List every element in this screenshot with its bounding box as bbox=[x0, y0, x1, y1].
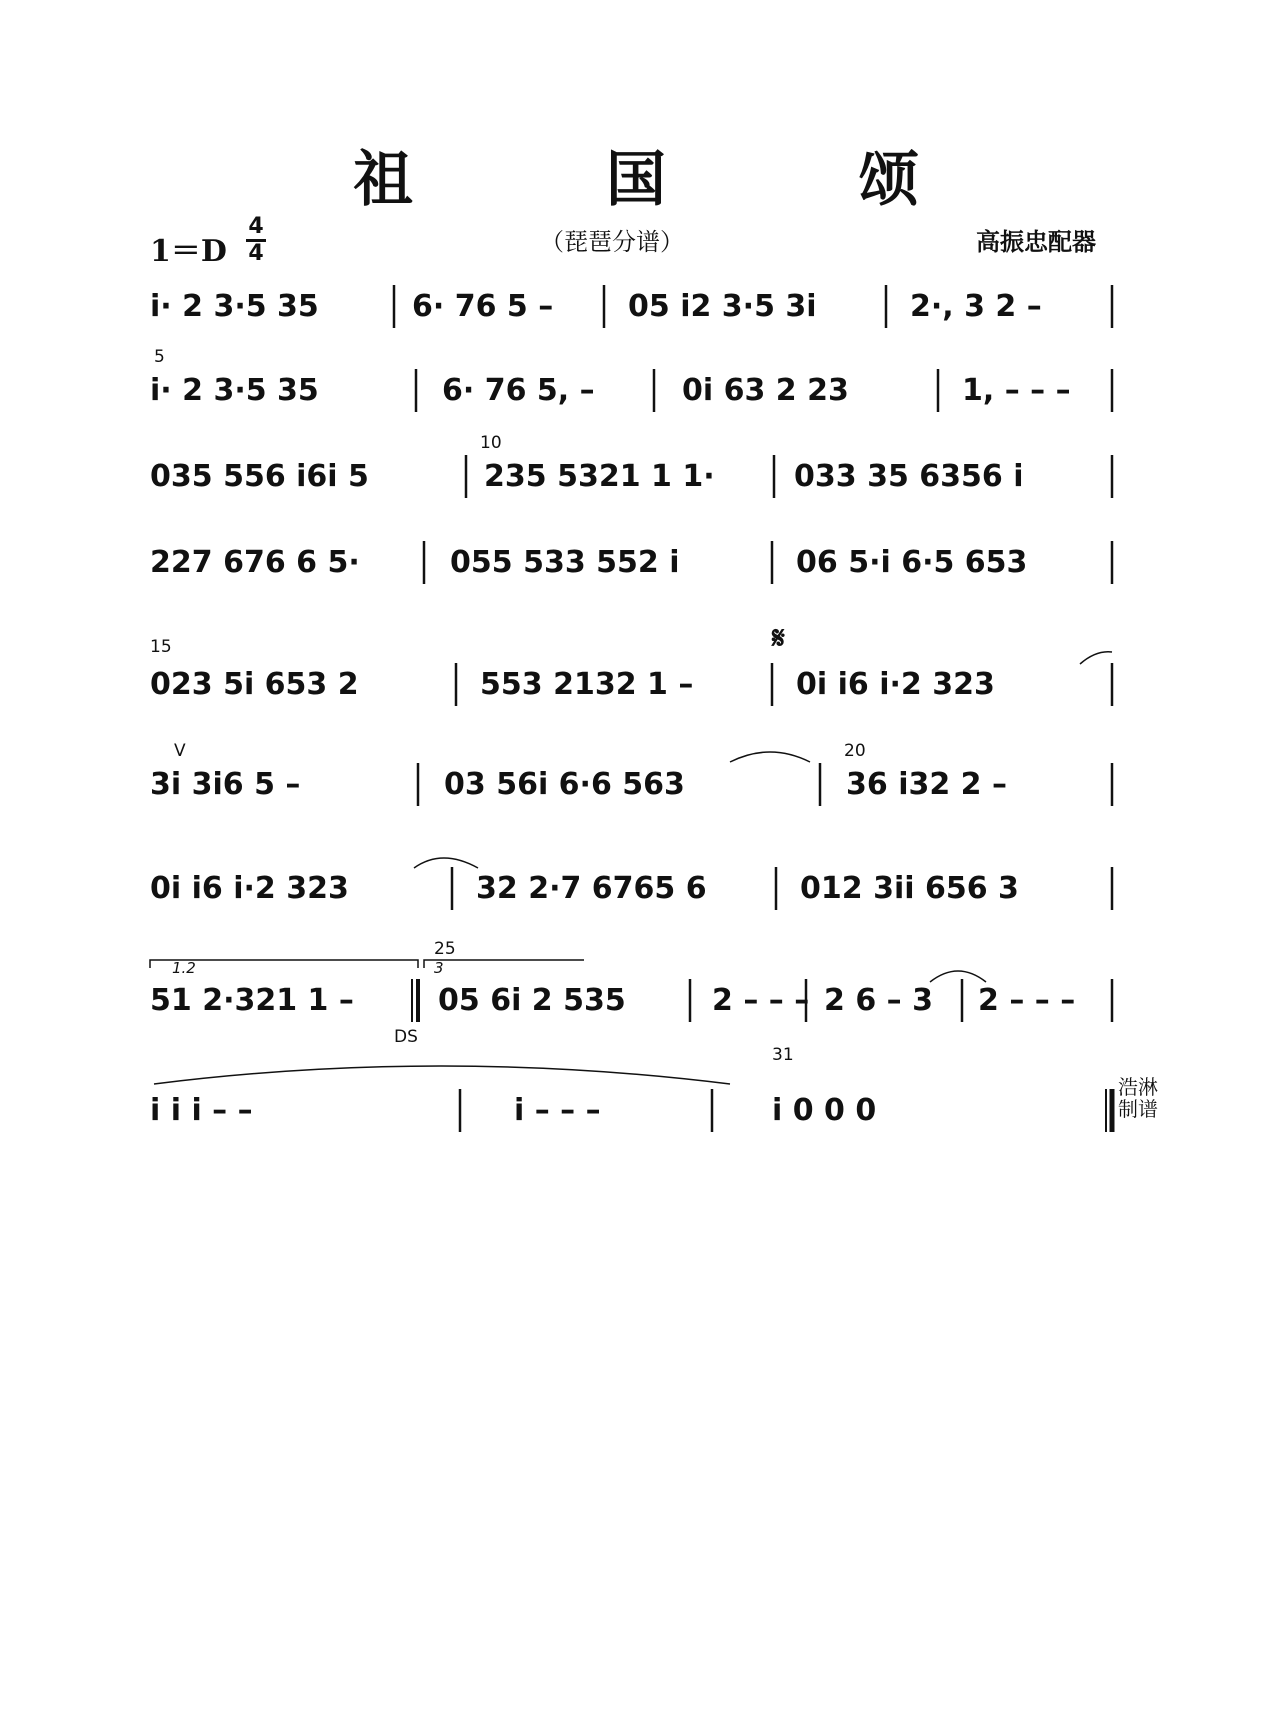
measure-number-10: 10 bbox=[480, 433, 502, 453]
staff-row-3 bbox=[150, 433, 1112, 510]
measure-6: 6· 76 5, – bbox=[442, 373, 595, 408]
segno-icon: 𝄋 bbox=[772, 621, 785, 656]
measure-number-15: 15 bbox=[150, 637, 172, 657]
measure-17: 0i i6 i·2 323 bbox=[796, 667, 995, 702]
measure-number-20: 20 bbox=[844, 741, 866, 761]
credit-line-2: 制谱 bbox=[1118, 1097, 1158, 1121]
measure-23: 012 3ii 656 3 bbox=[800, 871, 1019, 906]
measure-10: 235 5321 1 1· bbox=[484, 459, 715, 494]
time-signature bbox=[246, 216, 266, 265]
measure-31: i 0 0 0 bbox=[772, 1093, 877, 1128]
measure-4: 2·, 3 2 – bbox=[910, 289, 1042, 324]
measure-7: 0i 63 2 23 bbox=[682, 373, 849, 408]
staff-row-5 bbox=[150, 621, 1112, 718]
measure-number-25: 25 bbox=[434, 939, 456, 959]
measure-28: 2 – – – bbox=[978, 983, 1076, 1018]
measure-15: 023 5i 653 2 bbox=[150, 667, 359, 702]
staff-row-5-svg bbox=[150, 621, 1112, 718]
measure-5: i· 2 3·5 35 bbox=[150, 373, 319, 408]
measure-number-5: 5 bbox=[154, 347, 165, 367]
credit-line-1: 浩淋 bbox=[1118, 1075, 1158, 1099]
staff-row-4-svg bbox=[150, 536, 1112, 596]
time-signature-bottom: 4 bbox=[248, 241, 264, 266]
time-signature-top: 4 bbox=[248, 214, 264, 239]
measure-3: 05 i2 3·5 3i bbox=[628, 289, 817, 324]
measure-12: 227 676 6 5· bbox=[150, 545, 360, 580]
staff-row-2-svg bbox=[150, 347, 1112, 424]
staff-row-1 bbox=[150, 280, 1112, 340]
measure-24: 51 2·321 1 – bbox=[150, 983, 354, 1018]
staff-row-3-svg bbox=[150, 433, 1112, 510]
measure-20: 36 i32 2 – bbox=[846, 767, 1007, 802]
ds-marking: DS bbox=[394, 1027, 418, 1047]
measure-1: i· 2 3·5 35 bbox=[150, 289, 319, 324]
volta-1-2: 1.2 bbox=[172, 959, 196, 977]
measure-18: 3i 3i6 5 – bbox=[150, 767, 301, 802]
subtitle: （琵琶分谱） bbox=[540, 228, 684, 256]
measure-14: 06 5·i 6·5 653 bbox=[796, 545, 1028, 580]
volta-3: 3 bbox=[434, 959, 444, 977]
measure-number-31: 31 bbox=[772, 1045, 794, 1065]
measure-2: 6· 76 5 – bbox=[412, 289, 554, 324]
staff-row-8-svg bbox=[150, 939, 1112, 1047]
measure-13: 055 533 552 i bbox=[450, 545, 680, 580]
staff-row-9-svg bbox=[150, 1045, 1112, 1144]
staff-row-1-svg bbox=[150, 280, 1112, 340]
measure-8: 1, – – – bbox=[962, 373, 1071, 408]
staff-row-7 bbox=[150, 862, 1112, 922]
measure-25: 05 6i 2 535 bbox=[438, 983, 626, 1018]
measure-27: 2 6 – 3 bbox=[824, 983, 933, 1018]
measure-30: i – – – bbox=[514, 1093, 601, 1128]
measure-21: 0i i6 i·2 323 bbox=[150, 871, 349, 906]
arranger: 高振忠配器 bbox=[976, 228, 1096, 256]
measure-16: 553 2132 1 – bbox=[480, 667, 694, 702]
staff-row-4 bbox=[150, 536, 1112, 596]
staff-row-7-svg bbox=[150, 862, 1112, 922]
page-title: 祖 国 颂 bbox=[353, 145, 1005, 215]
measure-22: 32 2·7 6765 6 bbox=[476, 871, 707, 906]
measure-19: 03 56i 6·6 563 bbox=[444, 767, 685, 802]
measure-26: 2 – – – bbox=[712, 983, 810, 1018]
measure-9: 035 556 i6i 5 bbox=[150, 459, 369, 494]
staff-row-6-svg bbox=[150, 741, 1112, 818]
transcriber-credit bbox=[1118, 1076, 1158, 1120]
staff-row-9 bbox=[150, 1045, 1112, 1144]
staff-row-8 bbox=[150, 939, 1112, 1047]
staff-row-6 bbox=[150, 741, 1112, 818]
key-signature: 1＝D bbox=[150, 234, 227, 269]
measure-11: 033 35 6356 i bbox=[794, 459, 1024, 494]
breath-mark: V bbox=[174, 741, 186, 761]
staff-row-2 bbox=[150, 347, 1112, 424]
measure-29: i i i – – bbox=[150, 1093, 253, 1128]
